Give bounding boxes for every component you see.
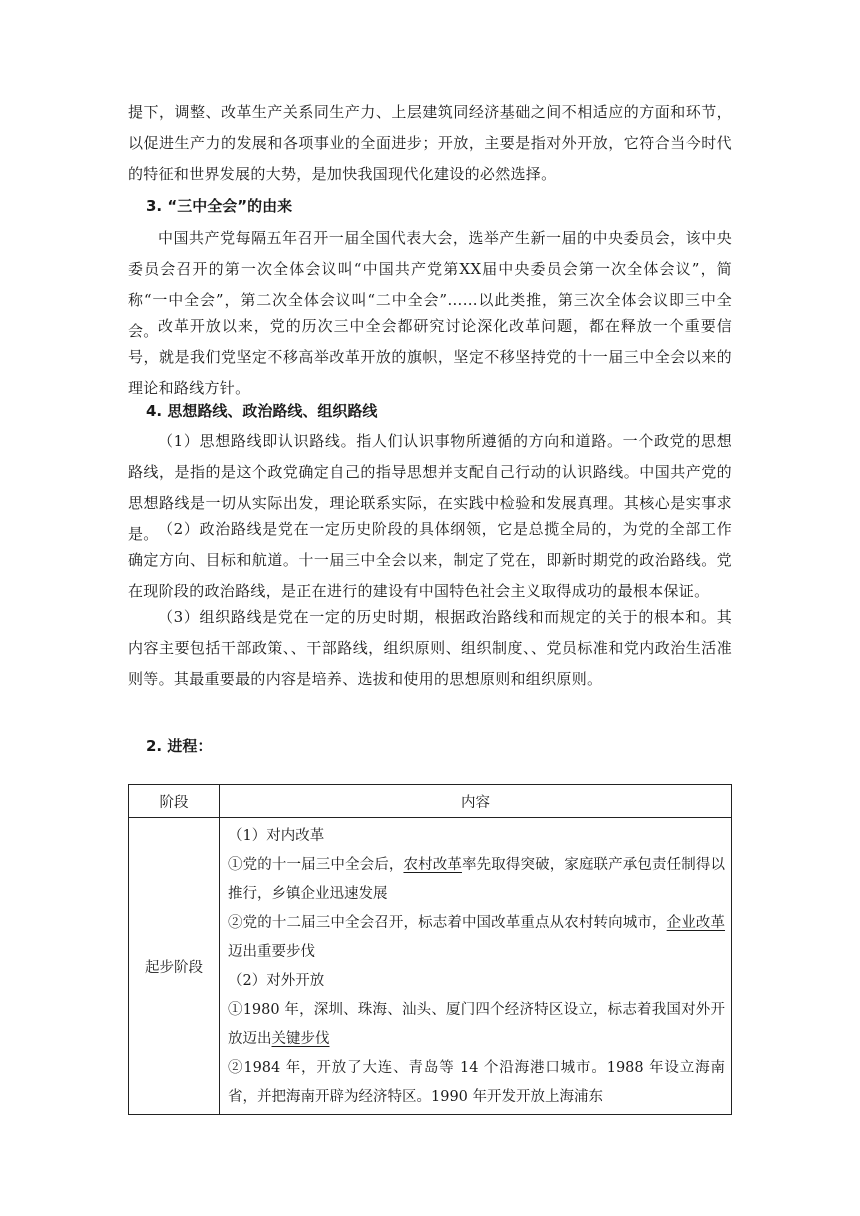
domestic-reform-label: （1）对内改革 [228, 828, 325, 844]
section-3-paragraph-1: 中国共产党每隔五年召开一届全国代表大会，选举产生新一届的中央委员会，该中央委员会召开的第一次全体会议叫“中国共产党第XX届中央委员会第一次全体会议”，简称“一中全会”，第二次全体会议叫“二中全会”……以此类推，第三次全体会议即三中全会。 [128, 229, 732, 340]
underlined-term: 关键步伐 [271, 1031, 330, 1047]
intro-paragraph: 提下，调整、改革生产关系同生产力、上层建筑同经济基础之间不相适应的方面和环节，以促进生产力的发展和各项事业的全面进步；开放，主要是指对外开放，它符合当今时代的特征和世界发展的大势，是加快我国现代化建设的必然选择。 [128, 103, 732, 183]
section-4-heading: 4. 思想路线、政治路线、组织路线 [146, 402, 378, 420]
text-span: ①1980 年，深圳、珠海、汕头、厦门四个经济特区设立，标志着我国对外开放迈出 [228, 1002, 725, 1047]
section-3-heading: 3. “三中全会”的由来 [146, 197, 293, 215]
header-content: 内容 [220, 785, 732, 818]
text-span: 迈出重要步伐 [228, 944, 315, 960]
rural-reform-item [228, 851, 725, 909]
underlined-term: 企业改革 [666, 915, 726, 931]
section-4-paragraph-3: （3）组织路线是党在一定的历史时期，根据政治路线和而规定的关于的根本和。其内容主要包括干部政策、、干部路线，组织原则、组织制度、、党员标准和党内政治生活准则等。其最重要最的内容是培养、选拔和使用的思想原则和组织原则。 [128, 608, 732, 688]
table-header-row [129, 785, 732, 818]
section-4-paragraph-2: （2）政治路线是党在一定历史阶段的具体纲领，它是总揽全局的，为党的全部工作确定方向、目标和航道。十一届三中全会以来，制定了党在，即新时期党的政治路线。党在现阶段的政治路线，是正在进行的建设有中国特色社会主义取得成功的最根本保证。 [128, 520, 732, 600]
content-cell [220, 818, 732, 1115]
section-3-paragraph-2: 改革开放以来，党的历次三中全会都研究讨论深化改革问题，都在释放一个重要信号，就是我们党坚定不移高举改革开放的旗帜，坚定不移坚持党的十一届三中全会以来的理论和路线方针。 [128, 317, 732, 397]
section-4-paragraph-1: （1）思想路线即认识路线。指人们认识事物所遵循的方向和道路。一个政党的思想路线，是指的是这个政党确定自己的指导思想并支配自己行动的认识路线。中国共产党的思想路线是一切从实际出发，理论联系实际，在实践中检验和发展真理。其核心是实事求是。 [128, 432, 732, 543]
header-stage: 阶段 [129, 785, 220, 818]
progress-table [128, 784, 732, 1115]
enterprise-reform-item [228, 909, 725, 967]
special-zones-item [228, 996, 725, 1054]
progress-heading: 2. 进程： [146, 737, 213, 755]
text-span: ①党的十一届三中全会后， [228, 857, 404, 873]
opening-up-label: （2）对外开放 [228, 973, 325, 989]
text-span: ②党的十二届三中全会召开，标志着中国改革重点从农村转向城市， [228, 915, 667, 931]
coastal-cities-item: ②1984 年，开放了大连、青岛等 14 个沿海港口城市。1988 年设立海南省，并把海南开辟为经济特区。1990 年开发开放上海浦东 [228, 1060, 725, 1105]
table-row [129, 818, 732, 1115]
text-span: 率先取得突破，家庭联产承包责任制得以推行，乡镇企业迅速发展 [228, 857, 726, 902]
underlined-term: 农村改革 [403, 857, 462, 873]
stage-cell: 起步阶段 [129, 818, 220, 1115]
